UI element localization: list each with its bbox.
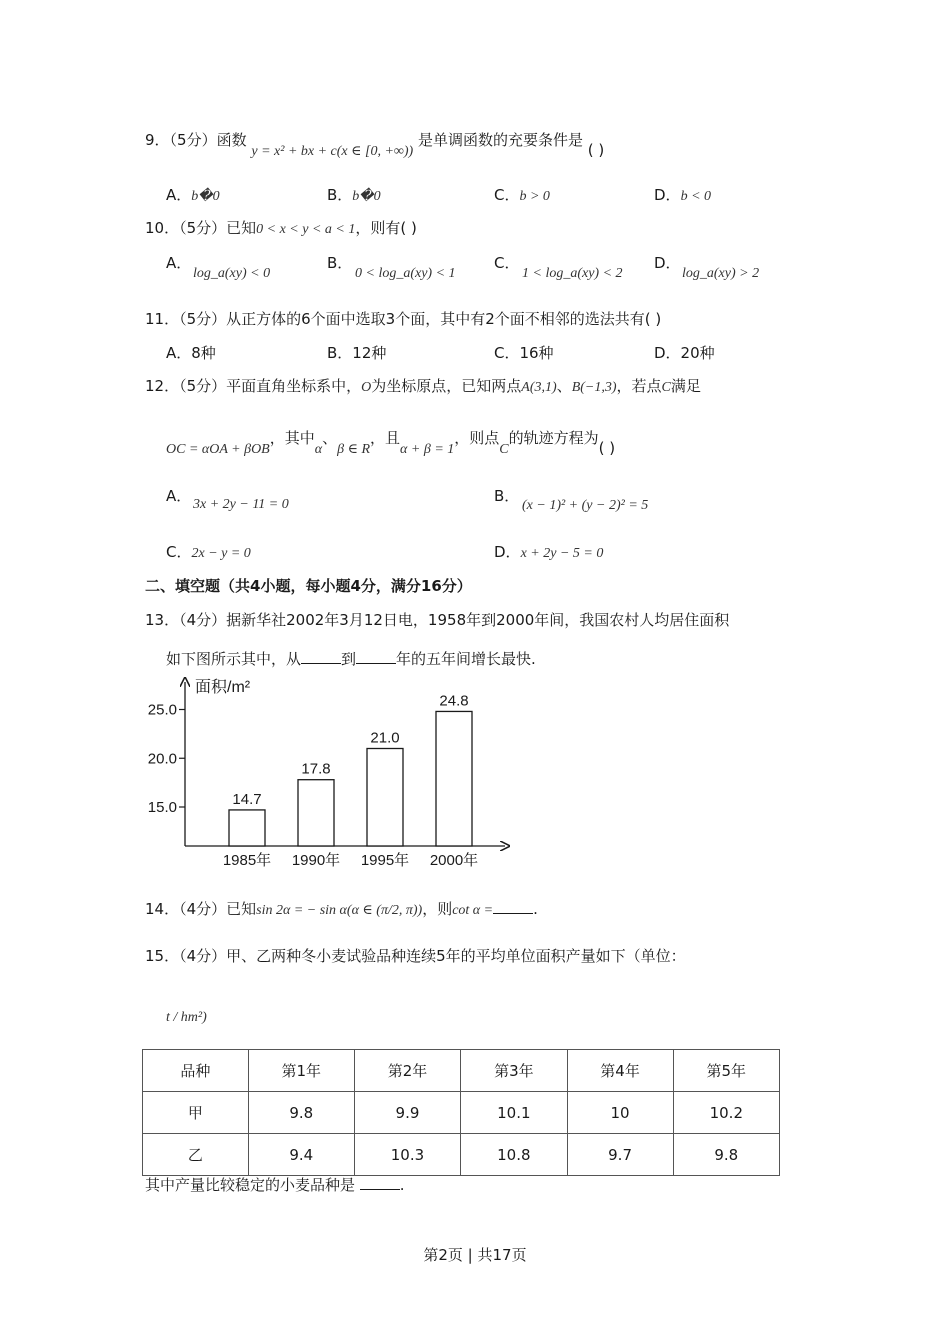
- q10-option-d: log_a(xy) > 2: [682, 266, 760, 281]
- table-header-cell: 第2年: [354, 1050, 460, 1092]
- q11-stem: 11．（5分）从正方体的6个面中选取3个面，其中有2个面不相邻的选法共有( ): [145, 310, 662, 328]
- table-header-cell: 第1年: [248, 1050, 354, 1092]
- q13-line1: 13．（4分）据新华社2002年3月12日电，1958年到2000年间，我国农村人均居住面积: [145, 611, 730, 629]
- table-cell: 9.8: [673, 1134, 779, 1176]
- bar: [367, 749, 403, 847]
- yield-table: [142, 1049, 780, 1176]
- bar-value-label: 24.8: [439, 692, 469, 710]
- q12-line1: 12．（5分）平面直角坐标系中，O为坐标原点，已知两点A(3,1)、B(−1,3)，若点C满足: [145, 377, 701, 395]
- y-tick-label: 20.0: [147, 750, 177, 768]
- q11-option-b: B．12种: [327, 344, 387, 362]
- y-tick-label: 25.0: [147, 701, 177, 719]
- x-tick-label: 1990年: [291, 852, 341, 869]
- q12-option-b-label: B．: [494, 487, 520, 505]
- table-header-cell: 第4年: [567, 1050, 673, 1092]
- x-tick-label: 1985年: [222, 852, 272, 869]
- q9-option-d: D．b < 0: [654, 186, 712, 204]
- y-ticks: [148, 702, 185, 817]
- q15-unit: t / hm²): [166, 1010, 207, 1025]
- q10-option-d-label: D．: [654, 254, 681, 272]
- area-bar-chart: [140, 672, 540, 872]
- q9-suffix: 是单调函数的充要条件是: [418, 131, 584, 149]
- x-tick-label: 2000年: [429, 852, 479, 869]
- x-tick-label: 1995年: [360, 852, 410, 869]
- table-cell: 10.1: [461, 1092, 567, 1134]
- table-cell: 10.8: [461, 1134, 567, 1176]
- table-header-cell: 第3年: [461, 1050, 567, 1092]
- q14-blank[interactable]: [493, 897, 533, 914]
- q10-suffix: ，则有( ): [355, 219, 417, 237]
- bar: [229, 810, 265, 846]
- q15-question: 其中产量比较稳定的小麦品种是 .: [145, 1173, 405, 1195]
- q9-paren: ( ): [587, 141, 605, 159]
- q12-option-a: 3x + 2y − 11 = 0: [193, 497, 289, 512]
- q10-option-c: 1 < log_a(xy) < 2: [522, 266, 623, 281]
- q10-stem: [145, 218, 417, 240]
- q9-stem: [145, 130, 605, 159]
- table-cell: 10.2: [673, 1092, 779, 1134]
- q12-option-d: D．x + 2y − 5 = 0: [494, 543, 604, 561]
- table-cell: 9.9: [354, 1092, 460, 1134]
- q9-option-c: C．b > 0: [494, 186, 550, 204]
- q13-line2: 如下图所示其中，从 到 年的五年间增长最快.: [166, 647, 536, 669]
- table-row: [143, 1134, 780, 1176]
- table-row: [143, 1092, 780, 1134]
- q9-option-a: A．b�0: [166, 186, 220, 204]
- q11-option-a: A．8种: [166, 344, 216, 362]
- q14-stem: 14．（4分）已知sin 2α = − sin α(α ∈ (π/2, π))，则cot α = .: [145, 897, 538, 921]
- q12-line2: OC = αOA + βOB，其中α、β ∈ R，且α + β = 1，则点C的轨迹方程为( ): [166, 429, 616, 457]
- q13-blank-1[interactable]: [301, 647, 341, 664]
- q10-option-c-label: C．: [494, 254, 520, 272]
- q9-option-b: B．b�0: [327, 186, 381, 204]
- q10-option-b: 0 < log_a(xy) < 1: [355, 266, 456, 281]
- table-cell: 10: [567, 1092, 673, 1134]
- table-cell: 9.7: [567, 1134, 673, 1176]
- q12-option-b: (x − 1)² + (y − 2)² = 5: [522, 498, 649, 513]
- q10-option-a: log_a(xy) < 0: [193, 266, 271, 281]
- bar: [436, 711, 472, 846]
- table-header-cell: 品种: [143, 1050, 249, 1092]
- q10-prefix: 10．（5分）已知: [145, 219, 257, 237]
- y-tick-label: 15.0: [147, 799, 177, 816]
- table-cell: 9.8: [248, 1092, 354, 1134]
- q12-option-a-label: A．: [166, 487, 192, 505]
- q9-prefix: 9．（5分）函数: [145, 131, 247, 149]
- section-fill-in-title: 二、填空题（共4小题，每小题4分，满分16分）: [145, 577, 472, 595]
- q14-formula: sin 2α = − sin α(α ∈ (π/2, π)): [256, 903, 423, 918]
- table-header-row: [143, 1050, 780, 1092]
- table-cell: 9.4: [248, 1134, 354, 1176]
- q10-formula: 0 < x < y < a < 1: [256, 222, 356, 237]
- q15-blank[interactable]: [360, 1173, 400, 1190]
- table-cell: 甲: [143, 1092, 249, 1134]
- table-cell: 乙: [143, 1134, 249, 1176]
- table-cell: 10.3: [354, 1134, 460, 1176]
- y-axis-label: 面积/m²: [195, 679, 251, 696]
- q12-option-c: C．2x − y = 0: [166, 543, 251, 561]
- bar: [298, 780, 334, 846]
- q11-option-c: C．16种: [494, 344, 554, 362]
- bar-value-label: 21.0: [370, 729, 400, 747]
- q11-option-d: D．20种: [654, 344, 715, 362]
- page-footer: 第2页 | 共17页: [423, 1246, 527, 1264]
- bars: [223, 692, 478, 869]
- q10-option-b-label: B．: [327, 254, 353, 272]
- q9-formula: y = x² + bx + c(x ∈ [0, +∞)): [251, 144, 414, 159]
- bar-value-label: 17.8: [301, 760, 331, 778]
- q15-line1: 15．（4分）甲、乙两种冬小麦试验品种连续5年的平均单位面积产量如下（单位：: [145, 947, 686, 965]
- q10-option-a-label: A．: [166, 254, 192, 272]
- bar-value-label: 14.7: [232, 790, 262, 808]
- table-header-cell: 第5年: [673, 1050, 779, 1092]
- q13-blank-2[interactable]: [356, 647, 396, 664]
